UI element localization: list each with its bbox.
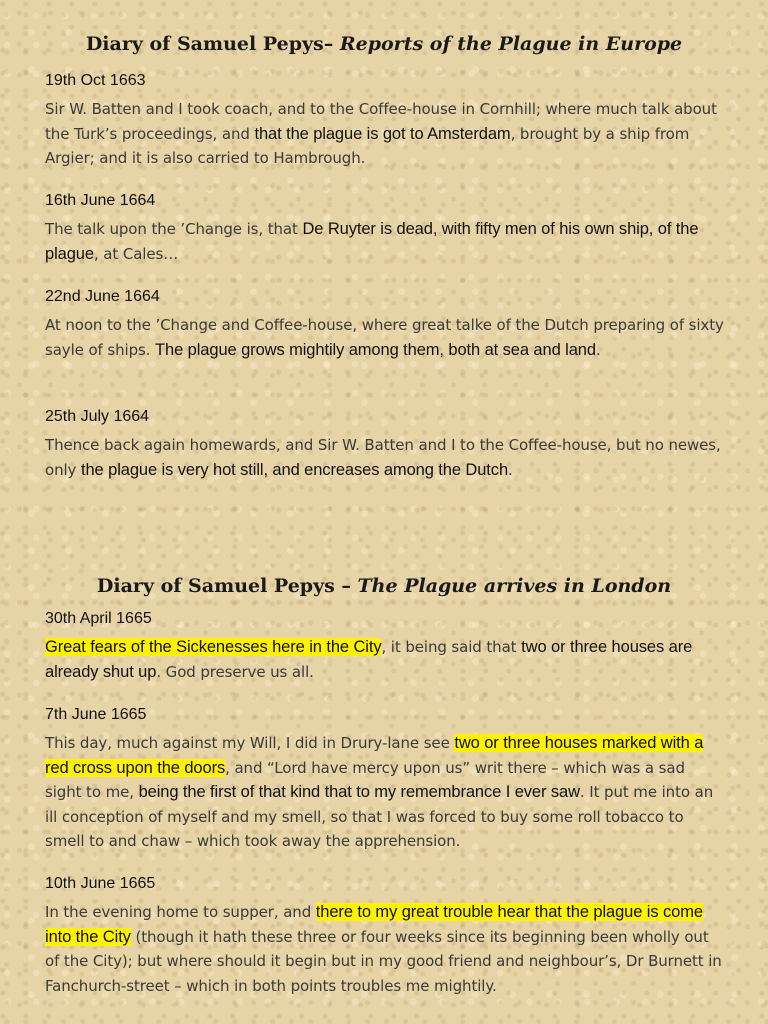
entry-date: 19th Oct 1663 (45, 72, 146, 89)
emphasis: that the plague is got to Amsterdam (254, 124, 511, 143)
title-italic: The Plague arrives in London (357, 575, 672, 597)
entry-date: 25th July 1664 (45, 408, 150, 425)
entry-text: Sir W. Batten and I took coach, and to the Coffee-house in Cornhill; where much talk about the Turk’s proceedings, and that the plague is got to Amsterdam, brought by a ship from Argier; and it is also carried to Hambrough. (45, 100, 717, 167)
emphasis: two or three houses are already shut up (45, 638, 693, 681)
entry-text: Great fears of the Sickenesses here in the City, it being said that two or three houses are already shut up. God preserve us all. (45, 638, 693, 681)
diary-entry (45, 705, 725, 854)
section-title-europe (0, 33, 768, 55)
entry-text: At noon to the ’Change and Coffee-house, where great talke of the Dutch preparing of sixty sayle of ships. The plague grows mightily among them, both at sea and land. (45, 316, 724, 359)
entry-text: The talk upon the ’Change is, that De Ruyter is dead, with fifty men of his own ship, of the plague, at Cales… (45, 220, 699, 263)
highlighted-text: Great fears of the Sickenesses here in the City (45, 638, 382, 656)
title-plain: Diary of Samuel Pepys– (85, 33, 340, 55)
emphasis: The plague grows mightily among them, both at sea and land (155, 340, 596, 359)
diary-entry (45, 191, 725, 266)
emphasis: De Ruyter is dead, with fifty men of his own ship, of the plague (45, 220, 699, 263)
highlighted-text: two or three houses marked with a red cross upon the doors (45, 734, 704, 777)
diary-entry (45, 609, 725, 684)
entry-text: In the evening home to supper, and there to my great trouble hear that the plague is come into the City (though it hath these three or four weeks since its beginning been wholly out of the City); but where should it begin but in my good friend and neighbour’s, Dr Burnett in Fanchurch-street – which in both points troubles me mightily. (45, 903, 722, 995)
entry-text: This day, much against my Will, I did in Drury-lane see two or three houses marked with a red cross upon the doors, and “Lord have mercy upon us” writ there – which was a sad sight to me, being the first of that kind that to my remembrance I ever saw. It put me into an ill conception of myself and my smell, so that I was forced to buy some roll tobacco to smell to and chaw – which took away the apprehension. (45, 734, 714, 850)
title-italic: Reports of the Plague in Europe (339, 33, 683, 55)
diary-entry (45, 874, 725, 998)
emphasis: being the first of that kind that to my remembrance I ever saw (138, 783, 580, 801)
entry-date: 16th June 1664 (45, 192, 156, 209)
entry-date: 7th June 1665 (45, 706, 147, 723)
entry-date: 10th June 1665 (45, 875, 156, 892)
section-title-london (0, 575, 768, 597)
entry-text: Thence back again homewards, and Sir W. Batten and I to the Coffee-house, but no newes, only the plague is very hot still, and encreases among the Dutch. (45, 436, 721, 479)
emphasis: the plague is very hot still, and encreases among the Dutch (81, 460, 509, 479)
diary-entry (45, 407, 725, 482)
title-plain: Diary of Samuel Pepys – (96, 575, 358, 597)
highlighted-text: there to my great trouble hear that the plague is come into the City (45, 903, 703, 946)
entry-date: 22nd June 1664 (45, 288, 160, 305)
diary-entry (45, 71, 725, 171)
diary-entry (45, 287, 725, 362)
entry-date: 30th April 1665 (45, 610, 152, 627)
